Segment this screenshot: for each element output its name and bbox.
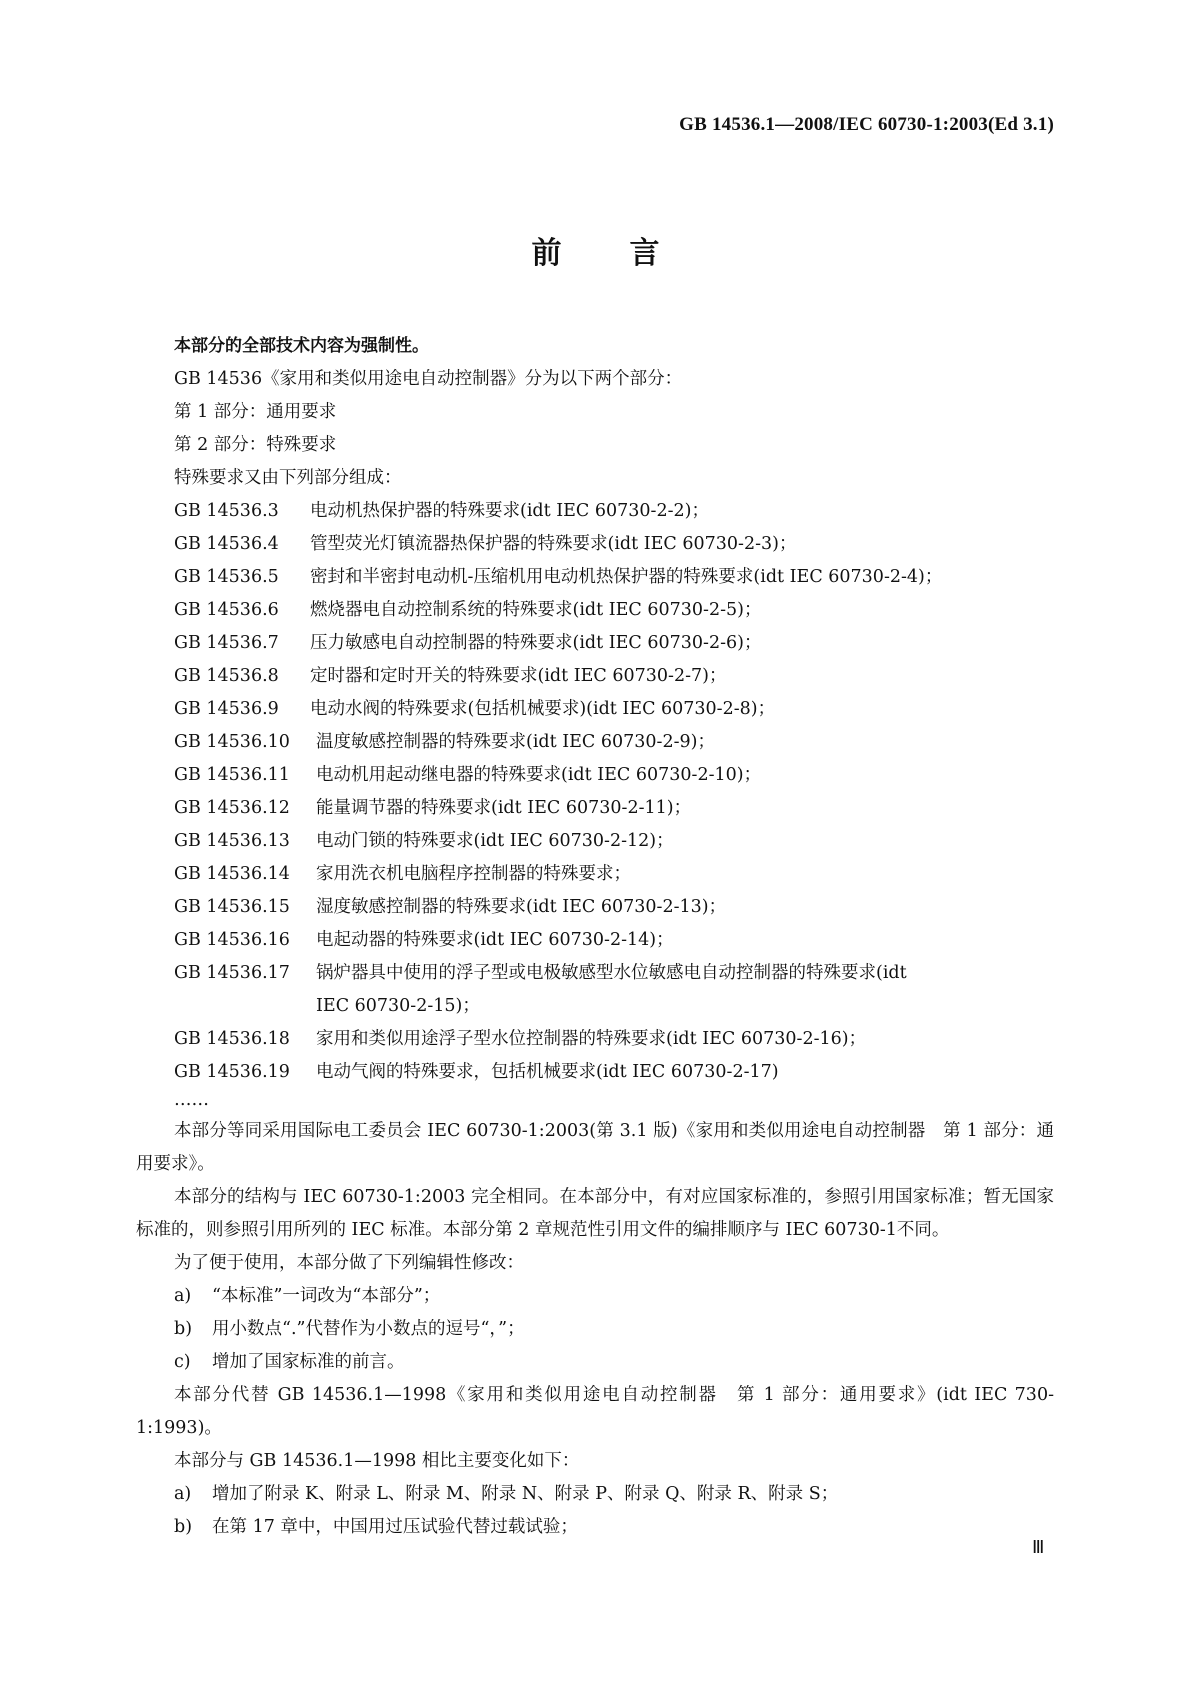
standard-code: GB 14536.16	[174, 930, 290, 950]
item-label: b)	[174, 1319, 193, 1339]
list-item	[174, 1023, 1054, 1056]
paragraph-edits: 为了便于使用，本部分做了下列编辑性修改：	[174, 1253, 524, 1273]
standard-code: GB 14536.3	[174, 501, 279, 521]
standard-text: 密封和半密封电动机-压缩机用电动机热保护器的特殊要求(idt IEC 60730-2-4)；	[310, 567, 943, 587]
standard-text: 温度敏感控制器的特殊要求(idt IEC 60730-2-9)；	[316, 732, 715, 752]
standard-code: GB 14536.14	[174, 864, 290, 884]
standard-text: 湿度敏感控制器的特殊要求(idt IEC 60730-2-13)；	[316, 897, 727, 917]
list-item	[174, 858, 1054, 891]
standard-text: 家用洗衣机电脑程序控制器的特殊要求；	[316, 864, 631, 884]
paragraph-changes: 本部分与 GB 14536.1—1998 相比主要变化如下：	[174, 1451, 580, 1471]
standard-text: 能量调节器的特殊要求(idt IEC 60730-2-11)；	[316, 798, 692, 818]
standard-code: GB 14536.6	[174, 600, 279, 620]
list-item	[174, 495, 1054, 528]
standard-text: 电动水阀的特殊要求(包括机械要求)(idt IEC 60730-2-8)；	[310, 699, 776, 719]
special-intro: 特殊要求又由下列部分组成：	[174, 468, 402, 488]
standards-list	[174, 495, 1054, 1089]
paragraph-text: 本部分的结构与 IEC 60730-1:2003 完全相同。在本部分中，有对应国家标准的，参照引用国家标准；暂无国家标准的，则参照引用所列的 IEC 标准。本部分第 2 章规范性引用文件的编排顺序与 IEC 60730-1不同。	[136, 1187, 1054, 1240]
title-char-2: 言	[629, 236, 660, 271]
standard-text: 家用和类似用途浮子型水位控制器的特殊要求(idt IEC 60730-2-16)；	[316, 1029, 867, 1049]
standard-text: 电动机热保护器的特殊要求(idt IEC 60730-2-2)；	[310, 501, 709, 521]
standard-code: GB 14536.11	[174, 765, 290, 785]
document-body	[136, 330, 1054, 1544]
standard-code: GB 14536.13	[174, 831, 290, 851]
standard-text: 锅炉器具中使用的浮子型或电极敏感型水位敏感电自动控制器的特殊要求(idt	[316, 963, 907, 983]
item-text: 用小数点“.”代替作为小数点的逗号“，”；	[212, 1319, 525, 1339]
standard-code: GB 14536.18	[174, 1029, 290, 1049]
title-char-1: 前	[531, 236, 562, 271]
item-label: c)	[174, 1352, 191, 1372]
standard-code: GB 14536.19	[174, 1062, 290, 1082]
list-item	[174, 792, 1054, 825]
standard-text: 电动机用起动继电器的特殊要求(idt IEC 60730-2-10)；	[316, 765, 762, 785]
standard-code: GB 14536.15	[174, 897, 290, 917]
page-number: Ⅲ	[1032, 1537, 1045, 1557]
standard-text: 电动气阀的特殊要求，包括机械要求(idt IEC 60730-2-17)	[316, 1062, 779, 1082]
paragraph-text: 本部分等同采用国际电工委员会 IEC 60730-1:2003(第 3.1 版)《家用和类似用途电自动控制器 第 1 部分：通用要求》。	[136, 1121, 1054, 1174]
item-label: a)	[174, 1484, 192, 1504]
part-1: 第 1 部分：通用要求	[174, 402, 337, 422]
standard-code: GB 14536.9	[174, 699, 279, 719]
standard-text: 管型荧光灯镇流器热保护器的特殊要求(idt IEC 60730-2-3)；	[310, 534, 797, 554]
paragraph-text: 本部分代替 GB 14536.1—1998《家用和类似用途电自动控制器 第 1 部分：通用要求》(idt IEC 730-1:1993)。	[136, 1385, 1054, 1438]
list-item	[174, 594, 1054, 627]
list-item	[174, 957, 1054, 990]
ellipsis: ……	[174, 1090, 209, 1110]
list-item	[174, 1346, 1054, 1379]
standard-text: 电动门锁的特殊要求(idt IEC 60730-2-12)；	[316, 831, 674, 851]
item-label: b)	[174, 1517, 193, 1537]
list-item	[174, 726, 1054, 759]
standard-code: GB 14536.5	[174, 567, 279, 587]
standard-code: GB 14536.7	[174, 633, 279, 653]
list-item	[174, 891, 1054, 924]
list-item	[174, 561, 1054, 594]
list-item	[174, 528, 1054, 561]
item-text: 增加了附录 K、附录 L、附录 M、附录 N、附录 P、附录 Q、附录 R、附录 S；	[212, 1484, 839, 1504]
standard-text: 燃烧器电自动控制系统的特殊要求(idt IEC 60730-2-5)；	[310, 600, 762, 620]
standard-code: GB 14536.12	[174, 798, 290, 818]
list-item	[174, 1478, 1054, 1511]
list-item	[174, 924, 1054, 957]
page-title	[0, 228, 1191, 272]
list-item-continuation: IEC 60730-2-15)；	[316, 996, 480, 1016]
standard-code: GB 14536.8	[174, 666, 279, 686]
list-item	[174, 627, 1054, 660]
list-item	[174, 1511, 1054, 1544]
item-text: “本标准”一词改为“本部分”；	[212, 1286, 441, 1306]
list-item	[174, 1056, 1054, 1089]
item-text: 增加了国家标准的前言。	[212, 1352, 405, 1372]
standard-text: 电起动器的特殊要求(idt IEC 60730-2-14)；	[316, 930, 674, 950]
list-item	[174, 660, 1054, 693]
list-item	[174, 1280, 1054, 1313]
item-text: 在第 17 章中，中国用过压试验代替过载试验；	[212, 1517, 578, 1537]
paragraph-structure	[136, 1181, 1054, 1247]
list-item	[174, 1313, 1054, 1346]
list-item	[174, 759, 1054, 792]
standard-header: GB 14536.1—2008/IEC 60730-1:2003(Ed 3.1)	[679, 114, 1054, 135]
standard-text: 定时器和定时开关的特殊要求(idt IEC 60730-2-7)；	[310, 666, 727, 686]
item-label: a)	[174, 1286, 192, 1306]
list-item	[174, 825, 1054, 858]
mandatory-statement: 本部分的全部技术内容为强制性。	[174, 336, 429, 356]
intro-line: GB 14536《家用和类似用途电自动控制器》分为以下两个部分：	[174, 369, 683, 389]
part-2: 第 2 部分：特殊要求	[174, 435, 337, 455]
list-item	[174, 693, 1054, 726]
paragraph-adoption	[136, 1115, 1054, 1181]
paragraph-replace	[136, 1379, 1054, 1445]
standard-code: GB 14536.10	[174, 732, 290, 752]
standard-text: 压力敏感电自动控制器的特殊要求(idt IEC 60730-2-6)；	[310, 633, 762, 653]
standard-code: GB 14536.17	[174, 963, 290, 983]
standard-code: GB 14536.4	[174, 534, 279, 554]
